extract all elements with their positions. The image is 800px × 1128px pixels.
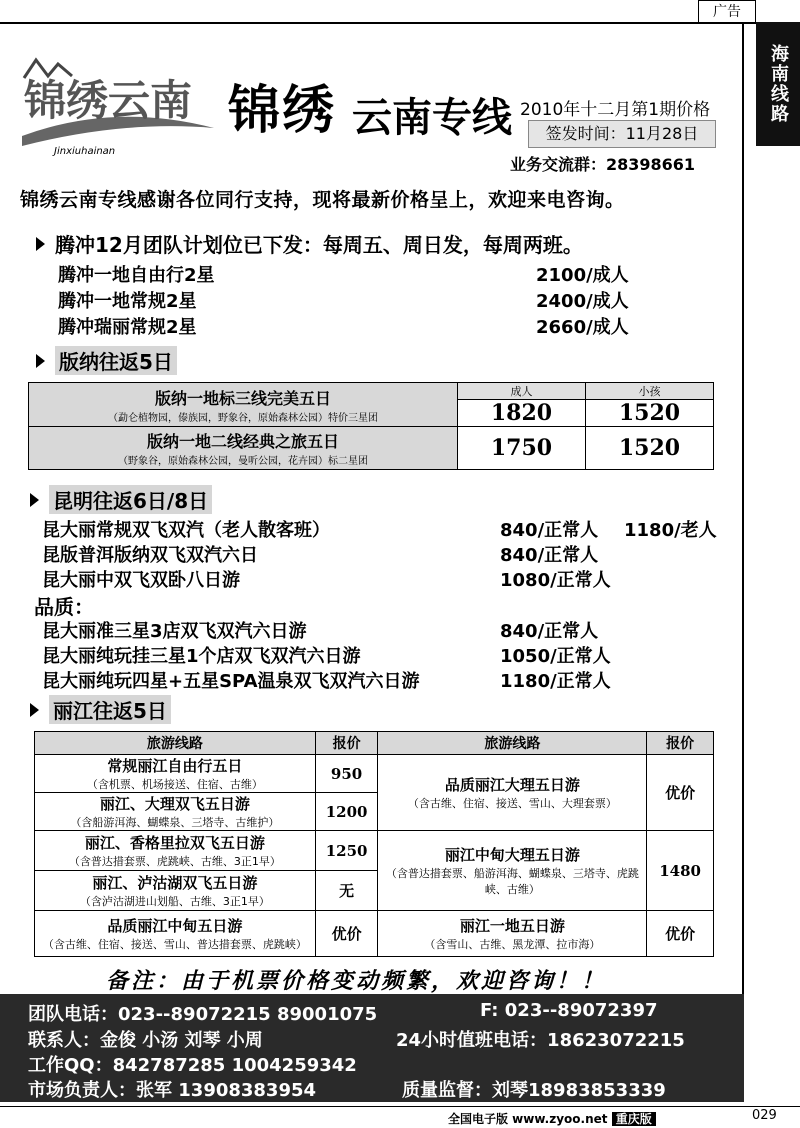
section-banna <box>36 346 177 375</box>
route-price: 优价 <box>647 755 714 831</box>
side-divider <box>742 24 744 1004</box>
list-item: 昆大丽中双飞双卧八日游 <box>42 570 240 591</box>
list-item: 腾冲瑞丽常规2星 <box>58 317 197 338</box>
adult-price: 1750 <box>458 427 586 470</box>
column-header: 成人 <box>458 383 586 400</box>
table-cell <box>378 831 647 911</box>
route-detail: （含普达措套票、虎跳峡、古维、3正1早） <box>68 855 281 868</box>
table-cell <box>35 793 316 831</box>
table-cell <box>378 911 647 957</box>
price: 1080/正常人 <box>500 570 611 591</box>
table-cell <box>29 383 458 427</box>
route-detail: （含船游洱海、蝴蝶泉、三塔寺、古维护） <box>70 816 280 829</box>
column-header: 旅游线路 <box>35 732 316 755</box>
quality-supervisor: 质量监督：刘琴18983853339 <box>402 1080 666 1101</box>
column-header: 报价 <box>315 732 378 755</box>
route-price: 950 <box>315 755 378 793</box>
price: 1180/正常人 <box>500 671 611 692</box>
brand-logo <box>14 40 224 160</box>
column-header: 小孩 <box>586 383 714 400</box>
lijiang-table <box>34 731 714 957</box>
quality-label: 品质： <box>34 595 94 619</box>
list-item: 昆大丽准三星3店双飞双汽六日游 <box>42 621 307 642</box>
section-title: 昆明往返6日/8日 <box>49 485 212 514</box>
edition-badge: 重庆版 <box>612 1112 656 1126</box>
column-header: 报价 <box>647 732 714 755</box>
exchange-group: 业务交流群：28398661 <box>510 155 696 174</box>
table-cell <box>378 755 647 831</box>
section-marker-icon <box>30 493 39 507</box>
list-item: 腾冲一地常规2星 <box>58 291 197 312</box>
section-kunming <box>30 485 212 514</box>
market-manager: 市场负责人：张军 13908383954 <box>28 1080 317 1101</box>
route-detail: （含泸沽湖进山划船、古维、3正1早） <box>79 895 270 908</box>
section-title: 腾冲12月团队计划位已下发：每周五、周日发，每周两班。 <box>55 233 583 257</box>
route-name: 丽江、大理双飞五日游 <box>99 795 250 813</box>
logo-text: 锦绣云南 <box>24 76 193 125</box>
child-price: 1520 <box>586 427 714 470</box>
route-detail: （野象谷，原始森林公园，曼听公园，花卉园）标二星团 <box>118 456 368 467</box>
section-title: 丽江往返5日 <box>49 695 171 724</box>
list-item: 昆版普洱版纳双飞双汽六日 <box>42 545 258 566</box>
table-cell <box>35 911 316 957</box>
adult-price: 1820 <box>458 400 586 427</box>
section-marker-icon <box>30 703 39 717</box>
table-cell <box>35 755 316 793</box>
route-name: 丽江一地五日游 <box>459 917 565 935</box>
route-name: 品质丽江大理五日游 <box>444 776 580 794</box>
section-marker-icon <box>36 237 45 251</box>
route-detail: （含雪山、古维、黑龙潭、拉市海） <box>424 938 601 951</box>
section-title: 版纳往返5日 <box>55 346 177 375</box>
list-item: 昆大丽纯玩四星+五星SPA温泉双飞双汽六日游 <box>42 671 420 692</box>
side-category-tab: 海南线路 <box>756 22 800 146</box>
route-price: 1200 <box>315 793 378 831</box>
footer-divider <box>0 1106 800 1107</box>
column-header: 旅游线路 <box>378 732 647 755</box>
issue-date: 签发时间：11月28日 <box>528 120 716 148</box>
table-cell <box>35 871 316 911</box>
route-name: 丽江、泸沽湖双飞五日游 <box>92 874 258 892</box>
price: 1050/正常人 <box>500 646 611 667</box>
list-item: 腾冲一地自由行2星 <box>58 265 215 286</box>
route-name: 品质丽江中甸五日游 <box>107 917 243 935</box>
route-detail: （含古维、住宿、接送、雪山、普达措套票、虎跳峡） <box>42 938 307 951</box>
brand-title: 锦绣 <box>228 81 337 141</box>
route-price: 1250 <box>315 831 378 871</box>
route-name: 版纳一地标三线完美五日 <box>154 388 331 408</box>
footer <box>448 1110 656 1127</box>
route-price: 优价 <box>647 911 714 957</box>
route-detail: （含机票、机场接送、住宿、古维） <box>86 778 263 791</box>
contact-block <box>0 994 744 1102</box>
list-item: 昆大丽常规双飞双汽（老人散客班） <box>42 520 330 541</box>
price-extra: 1180/老人 <box>624 520 717 541</box>
price: 2660/成人 <box>536 317 629 338</box>
route-detail: （勐仑植物园，傣族园，野象谷，原始森林公园）特价三星团 <box>108 412 378 424</box>
section-marker-icon <box>36 354 45 368</box>
price: 2400/成人 <box>536 291 629 312</box>
line-name: 云南专线 <box>352 95 512 141</box>
price: 840/正常人 <box>500 520 599 541</box>
price: 840/正常人 <box>500 621 599 642</box>
remark: 备注：由于机票价格变动频繁，欢迎咨询！！ <box>106 969 607 994</box>
route-price: 1480 <box>647 831 714 911</box>
top-divider <box>0 22 800 24</box>
intro-text: 锦绣云南专线感谢各位同行支持，现将最新价格呈上，欢迎来电咨询。 <box>20 189 625 211</box>
ad-tag: 广告 <box>698 0 756 24</box>
route-name: 常规丽江自由行五日 <box>107 757 243 775</box>
route-name: 丽江、香格里拉双飞五日游 <box>84 834 265 852</box>
logo-pinyin: Jinxiuhainan <box>54 146 116 157</box>
route-price: 无 <box>315 871 378 911</box>
child-price: 1520 <box>586 400 714 427</box>
section-lijiang <box>30 695 171 724</box>
hotline: 24小时值班电话：18623072215 <box>396 1030 685 1051</box>
banna-table <box>28 382 714 470</box>
route-price: 优价 <box>315 911 378 957</box>
page-number: 029 <box>752 1108 777 1123</box>
route-name: 丽江中甸大理五日游 <box>444 846 580 864</box>
table-cell <box>35 831 316 871</box>
contacts: 联系人：金俊 小汤 刘琴 小周 <box>28 1030 263 1051</box>
price: 840/正常人 <box>500 545 599 566</box>
work-qq: 工作QQ：842787285 1004259342 <box>28 1055 357 1076</box>
price: 2100/成人 <box>536 265 629 286</box>
list-item: 昆大丽纯玩挂三星1个店双飞双汽六日游 <box>42 646 361 667</box>
fax: F: 023--89072397 <box>480 1000 658 1021</box>
route-name: 版纳一地二线经典之旅五日 <box>146 432 339 451</box>
section-tengchong <box>36 229 583 258</box>
price-period: 2010年十二月第1期价格 <box>520 100 711 120</box>
table-cell <box>29 427 458 470</box>
team-phone: 团队电话：023--89072215 89001075 <box>28 1004 378 1025</box>
route-detail: （含古维、住宿、接送、雪山、大理套票） <box>407 797 617 810</box>
footer-label: 全国电子版 www.zyoo.net <box>448 1112 608 1126</box>
route-detail: （含普达措套票、船游洱海、蝴蝶泉、三塔寺、虎跳峡、古维） <box>385 867 639 896</box>
